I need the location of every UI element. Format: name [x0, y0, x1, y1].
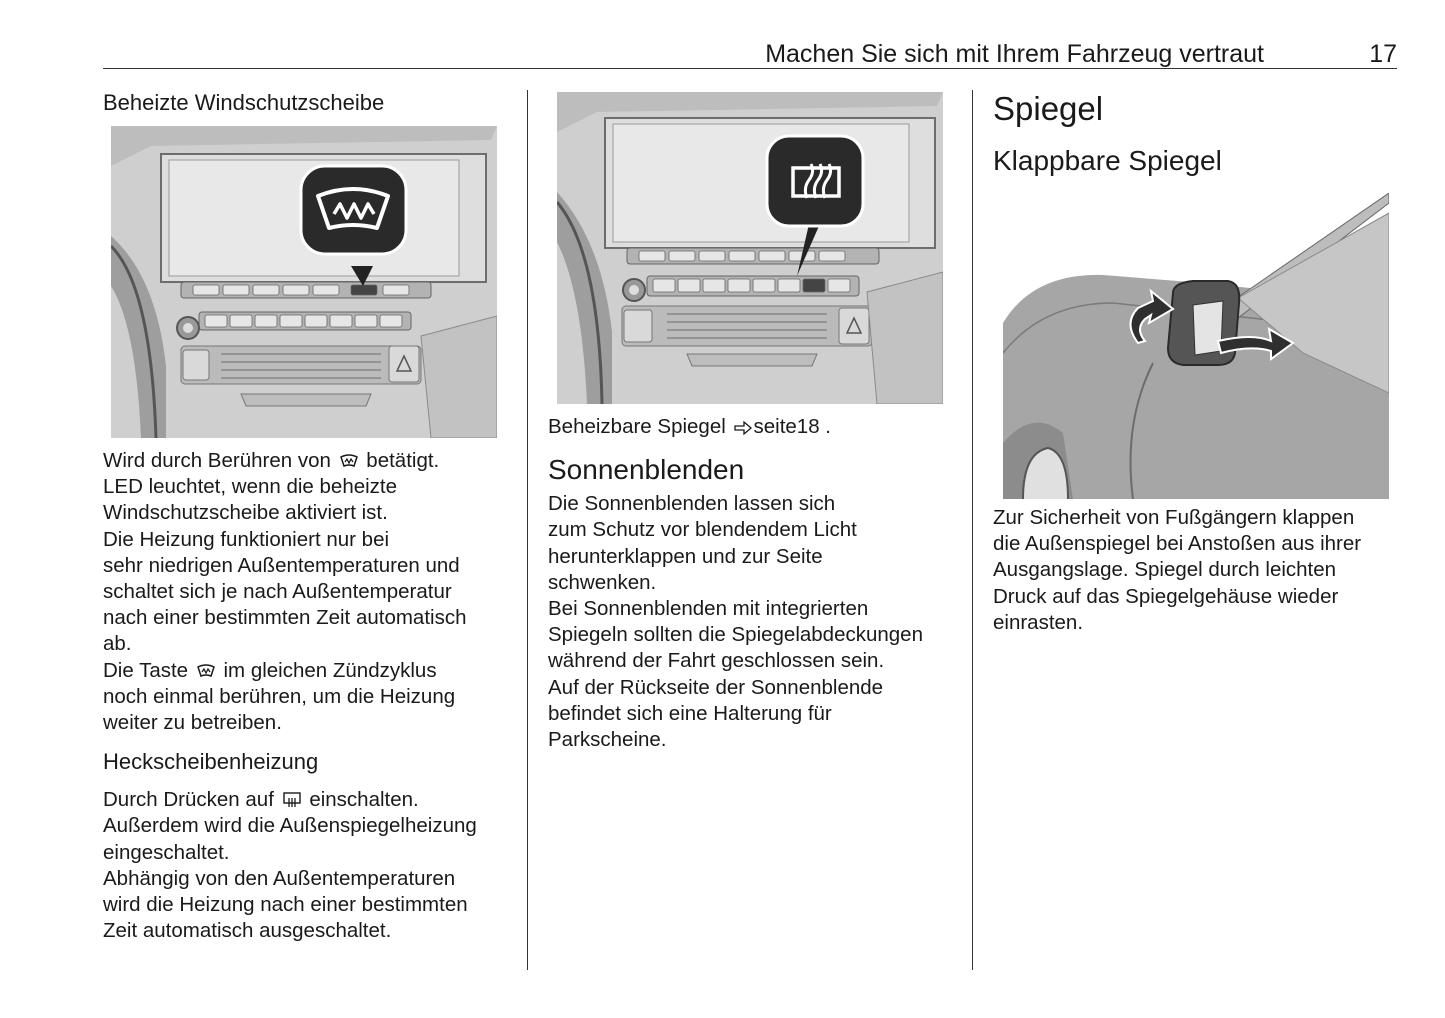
paragraph-heated-windscreen: [103, 448, 513, 736]
text-line: noch einmal berühren, um die Heizung: [103, 684, 456, 708]
text-line: Die Heizung funktioniert nur bei: [103, 527, 390, 551]
paragraph-rear-window-heater: [103, 787, 513, 944]
text-line: sehr niedrigen Außentemperaturen und: [103, 553, 460, 577]
chapter-heading-mirrors: Spiegel: [993, 90, 1104, 127]
running-header: Machen Sie sich mit Ihrem Fahrzeug vertraut: [765, 40, 1264, 68]
text-line: Druck auf das Spiegelgehäuse wieder: [993, 584, 1339, 608]
section-heading-rear-window-heater: Heckscheibenheizung: [103, 749, 319, 775]
text-segment: betätigt.: [366, 449, 440, 472]
text-segment: im gleichen Zündzyklus: [223, 658, 437, 682]
text-line: [103, 787, 513, 813]
text-segment: Die Taste: [103, 658, 189, 682]
xref-page-link[interactable]: seite18 .: [753, 415, 831, 438]
column-divider-left: [527, 90, 528, 970]
text-line: [103, 448, 513, 474]
paragraph-sun-visors: [548, 491, 958, 753]
text-line: schwenken.: [548, 570, 657, 594]
text-line: Ausgangslage. Spiegel durch leichten: [993, 558, 1337, 582]
text-line: Windschutzscheibe aktiviert ist.: [103, 501, 388, 525]
text-line: Spiegeln sollten die Spiegelabdeckungen: [548, 623, 923, 647]
column-2: [548, 84, 958, 753]
text-line: weiter zu betreiben.: [103, 711, 282, 735]
text-line: ab.: [103, 632, 132, 656]
text-line: Die Sonnenblenden lassen sich: [548, 492, 836, 516]
cross-reference[interactable]: [548, 414, 958, 440]
text-line: schaltet sich je nach Außentemperatur: [103, 580, 452, 604]
text-line: Abhängig von den Außentemperaturen: [103, 866, 456, 890]
text-segment: Wird durch Berühren von: [103, 449, 331, 472]
text-segment: einschalten.: [309, 788, 419, 812]
text-line: Zur Sicherheit von Fußgängern klappen: [993, 506, 1355, 529]
column-3: [993, 84, 1397, 636]
text-line: eingeschaltet.: [103, 840, 230, 864]
figure-folding-mirror: [1003, 193, 1389, 499]
text-line: einrasten.: [993, 610, 1084, 634]
figure-rear-window-heater-console: [557, 92, 943, 404]
section-heading-heated-windscreen: Beheizte Windschutzscheibe: [103, 90, 385, 115]
text-line: Zeit automatisch ausgeschaltet.: [103, 919, 392, 943]
page-number: 17: [1369, 40, 1397, 68]
column-1: [103, 84, 513, 944]
text-line: LED leuchtet, wenn die beheizte: [103, 475, 398, 499]
header-rule: [103, 68, 1397, 69]
arrow-right-icon: [734, 421, 752, 435]
text-segment: Durch Drücken auf: [103, 788, 274, 812]
text-line: befindet sich eine Halterung für: [548, 701, 832, 725]
figure-heated-windscreen-console: [111, 126, 497, 438]
text-line: herunterklappen und zur Seite: [548, 544, 823, 568]
text-line: Parkscheine.: [548, 728, 667, 752]
text-line: Bei Sonnenblenden mit integrierten: [548, 597, 869, 621]
text-line: wird die Heizung nach einer bestimmten: [103, 893, 468, 917]
xref-label: Beheizbare Spiegel: [548, 415, 726, 438]
section-heading-sun-visors: Sonnenblenden: [548, 454, 745, 486]
section-heading-folding-mirrors: Klappbare Spiegel: [993, 145, 1222, 176]
heated-windscreen-icon: [339, 453, 359, 469]
rear-window-heater-icon: [282, 792, 302, 808]
text-line: die Außenspiegel bei Anstoßen aus ihrer: [993, 532, 1362, 556]
text-line: zum Schutz vor blendendem Licht: [548, 518, 857, 542]
heated-windscreen-icon: [196, 663, 216, 679]
text-line: [103, 658, 513, 684]
column-divider-right: [972, 90, 973, 970]
text-line: Außerdem wird die Außenspiegelheizung: [103, 814, 477, 838]
text-line: Auf der Rückseite der Sonnenblende: [548, 675, 884, 699]
paragraph-folding-mirrors: [993, 505, 1397, 636]
text-line: nach einer bestimmten Zeit automatisch: [103, 606, 467, 630]
text-line: während der Fahrt geschlossen sein.: [548, 649, 885, 673]
